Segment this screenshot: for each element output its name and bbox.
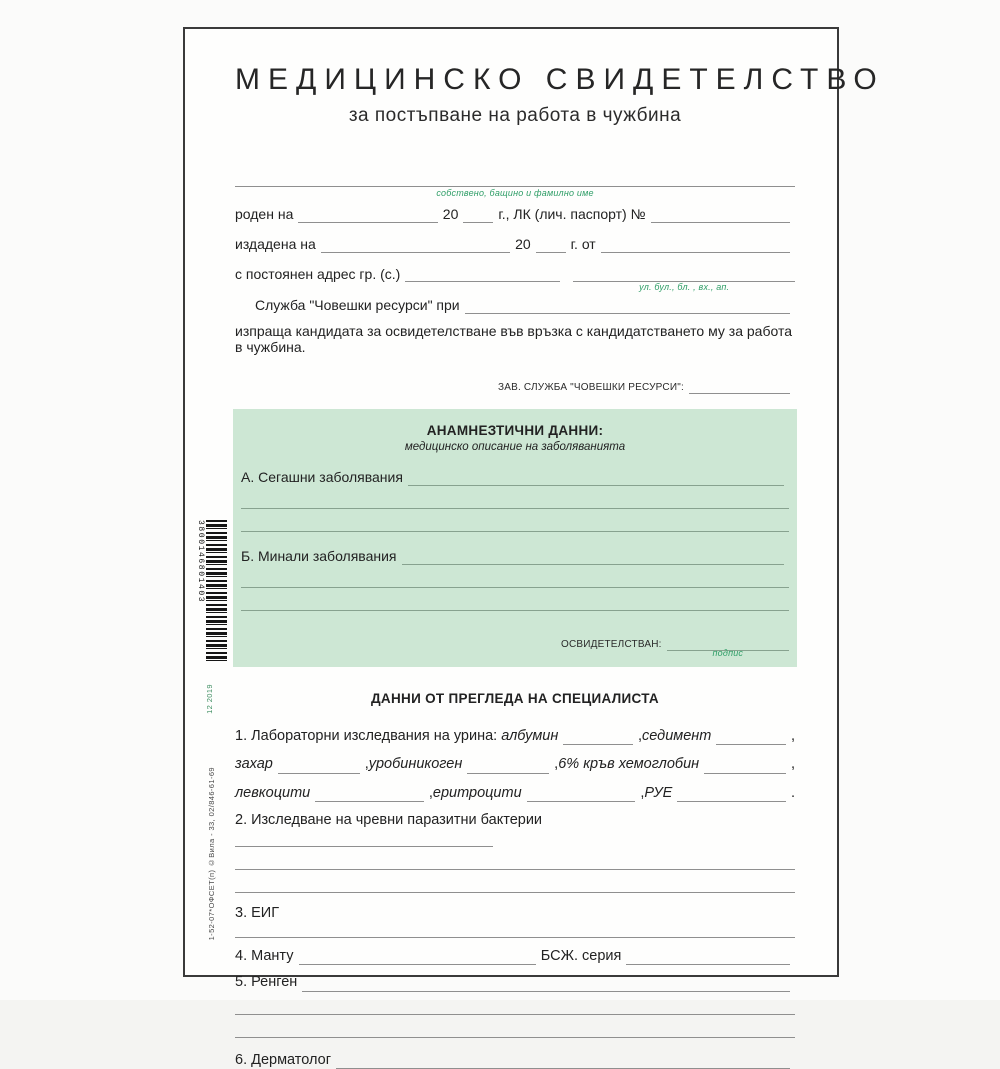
address-row bbox=[235, 265, 795, 293]
sediment-field bbox=[716, 729, 786, 745]
signature-hint: подпис bbox=[712, 647, 744, 658]
passport-number-field bbox=[651, 207, 790, 223]
issued-label: издадена на bbox=[235, 235, 316, 252]
hr-chief-row bbox=[235, 378, 795, 394]
leukocytes-label: левкоцити bbox=[235, 784, 311, 801]
certified-signature-wrap bbox=[667, 635, 789, 658]
issued-year-field bbox=[536, 237, 566, 253]
item6-label: 6. Дерматолог bbox=[235, 1051, 331, 1068]
anamnesis-subheading: медицинско описание на заболяванията bbox=[404, 441, 626, 454]
name-hint: собствено, бащино и фамилно име bbox=[436, 188, 594, 198]
item4-row bbox=[235, 948, 795, 965]
form-title: МЕДИЦИНСКО СВИДЕТЕЛСТВО bbox=[235, 63, 885, 96]
item4b-label: БСЖ. серия bbox=[540, 947, 622, 964]
certified-row bbox=[241, 635, 789, 658]
barcode-number: 3800146801403 bbox=[196, 520, 205, 604]
item2-label: 2. Изследване на чревни паразитни бактерии bbox=[235, 811, 543, 828]
issued-date-field bbox=[321, 237, 510, 253]
print-code: 1-52-07*ОФСЕТ(п) ©Вила - 33, 02/846-61-69 bbox=[207, 767, 216, 941]
albumin-field bbox=[563, 729, 633, 745]
born-label: роден на bbox=[235, 206, 294, 222]
hr-service-field bbox=[465, 298, 790, 314]
hr-chief-signature-field bbox=[689, 378, 790, 394]
item3-label: 3. ЕИГ bbox=[235, 904, 280, 921]
lab-row-3 bbox=[235, 785, 795, 802]
born-year-field bbox=[463, 207, 493, 223]
blood-hemoglobin-field bbox=[704, 758, 786, 774]
item4-label: 4. Манту bbox=[235, 947, 294, 964]
anamnesis-heading: АНАМНЕЗТИЧНИ ДАННИ: bbox=[426, 423, 604, 439]
urobilinogen-label: уробиникоген bbox=[368, 756, 463, 773]
item6-row bbox=[235, 1052, 795, 1069]
address-street-wrap bbox=[573, 266, 795, 293]
name-blank-field bbox=[235, 171, 795, 187]
blank-line bbox=[235, 1014, 795, 1015]
comma: , bbox=[640, 784, 645, 801]
sugar-label: захар bbox=[235, 756, 273, 773]
current-diseases-field bbox=[408, 470, 784, 486]
born-year-prefix: 20 bbox=[442, 206, 459, 222]
item5-row bbox=[235, 974, 795, 991]
blank-line bbox=[235, 892, 795, 893]
lab-row-1 bbox=[235, 728, 795, 745]
hr-service-row bbox=[235, 297, 795, 314]
bcg-series-field bbox=[626, 949, 790, 965]
blank-line bbox=[235, 869, 795, 870]
blank-line bbox=[241, 610, 789, 611]
hr-sentence: изпраща кандидата за освидетелстване във връзка с кандидатстването му за работа в чужбина. bbox=[235, 323, 792, 356]
form-subtitle: за постъпване на работа в чужбина bbox=[348, 105, 682, 126]
comma: , bbox=[364, 756, 369, 773]
lab-row-2 bbox=[235, 756, 795, 773]
barcode bbox=[196, 520, 227, 662]
rue-field bbox=[677, 786, 786, 802]
dermatologist-field bbox=[336, 1053, 790, 1069]
anamnesis-section bbox=[233, 409, 797, 667]
address-street-field bbox=[573, 266, 795, 282]
hr-service-label: Служба "Човешки ресурси" при bbox=[255, 297, 460, 314]
name-line-row bbox=[235, 171, 795, 187]
issued-by-field bbox=[601, 237, 790, 253]
blank-line bbox=[241, 531, 789, 532]
xray-field bbox=[302, 976, 790, 992]
born-row bbox=[235, 206, 795, 223]
edition-code: 12 2019 bbox=[205, 684, 214, 714]
lab-intro-label: 1. Лабораторни изследвания на урина: bbox=[235, 727, 498, 744]
past-diseases-field bbox=[402, 549, 785, 565]
blank-line bbox=[241, 508, 789, 509]
born-suffix-label: г., ЛК (лич. паспорт) № bbox=[498, 206, 646, 222]
comma: , bbox=[790, 727, 795, 744]
certified-label: ОСВИДЕТЕЛСТВАН: bbox=[561, 638, 662, 650]
comma: , bbox=[554, 756, 559, 773]
mantoux-field bbox=[299, 949, 536, 965]
current-diseases-row bbox=[241, 469, 789, 486]
current-diseases-label: А. Сегашни заболявания bbox=[241, 469, 403, 486]
item5-label: 5. Ренген bbox=[235, 974, 298, 991]
address-city-field bbox=[405, 266, 560, 282]
urobilinogen-field bbox=[467, 758, 549, 774]
past-diseases-label: Б. Минали заболявания bbox=[241, 547, 397, 564]
barcode-bars-icon bbox=[206, 520, 227, 662]
hr-chief-label: ЗАВ. СЛУЖБА "ЧОВЕШКИ РЕСУРСИ": bbox=[498, 382, 684, 394]
blank-line bbox=[235, 1037, 795, 1038]
erythrocytes-label: еритроцити bbox=[432, 784, 522, 801]
issued-suffix-label: г. от bbox=[570, 235, 596, 252]
comma: , bbox=[790, 756, 795, 773]
blood-hemoglobin-label: 6% кръв хемоглобин bbox=[558, 756, 700, 773]
address-label: с постоянен адрес гр. (с.) bbox=[235, 265, 401, 282]
rue-label: РУЕ bbox=[644, 784, 673, 801]
sugar-field bbox=[278, 758, 360, 774]
blank-line bbox=[241, 587, 789, 588]
item2-short-line bbox=[235, 846, 493, 847]
specialist-heading: ДАННИ ОТ ПРЕГЛЕДА НА СПЕЦИАЛИСТА bbox=[371, 690, 659, 706]
albumin-label: албумин bbox=[501, 727, 559, 744]
item3-line bbox=[235, 937, 795, 938]
comma: , bbox=[428, 784, 433, 801]
past-diseases-row bbox=[241, 548, 789, 565]
sediment-label: седимент bbox=[642, 727, 712, 744]
issued-year-prefix: 20 bbox=[515, 235, 531, 252]
issued-row bbox=[235, 236, 795, 253]
erythrocytes-field bbox=[527, 786, 636, 802]
medical-certificate-form bbox=[183, 27, 885, 1068]
address-hint: ул. бул., бл. , вх., ап. bbox=[639, 282, 730, 293]
comma: , bbox=[638, 727, 643, 744]
leukocytes-field bbox=[315, 786, 424, 802]
born-date-field bbox=[298, 207, 437, 223]
period: . bbox=[790, 784, 795, 801]
